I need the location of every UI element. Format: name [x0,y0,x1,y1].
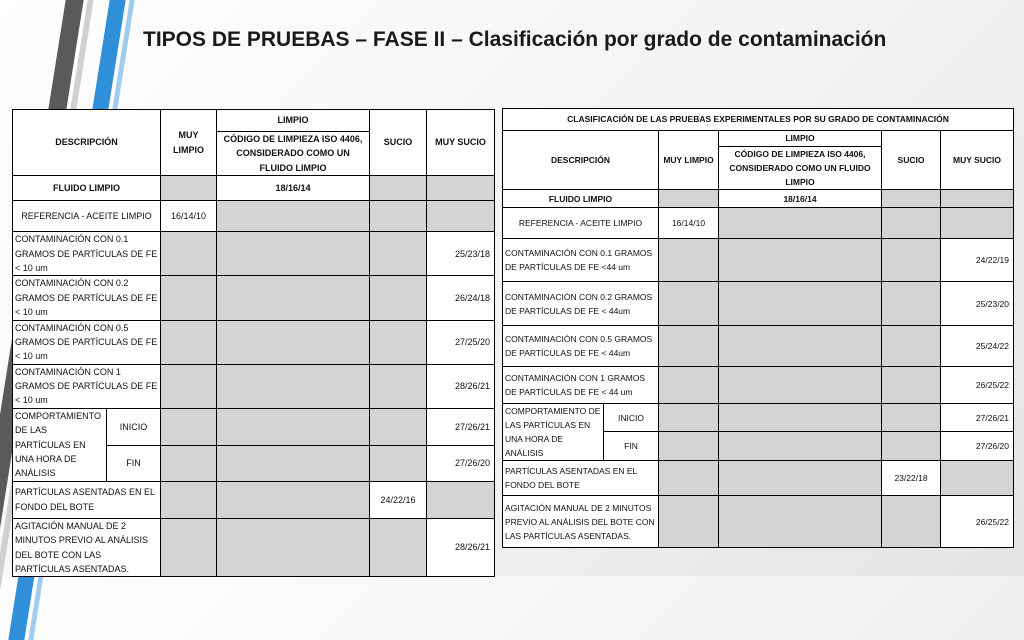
empty-gray-cell [719,367,882,404]
empty-gray-cell [370,232,427,276]
empty-gray-cell [882,190,941,208]
table-row-label: CONTAMINACIÓN CON 0.2 GRAMOS DE PARTÍCULAS DE FE < 44um [503,282,659,326]
table-row-value: 25/24/22 [941,326,1014,367]
empty-gray-cell [370,518,427,577]
empty-gray-cell [719,239,882,282]
asentadas-label: PARTÍCULAS ASENTADAS EN EL FONDO DEL BOTE [13,481,161,518]
agitacion-label: AGITACIÓN MANUAL DE 2 MINUTOS PREVIO AL ANÁLISIS DEL BOTE CON LAS PARTÍCULAS ASENTADAS. [503,496,659,548]
empty-gray-cell [659,461,719,496]
empty-gray-cell [370,201,427,232]
empty-gray-cell [370,364,427,408]
fin-value: 27/26/20 [941,431,1014,460]
empty-gray-cell [882,239,941,282]
empty-gray-cell [659,282,719,326]
empty-gray-cell [719,282,882,326]
empty-gray-cell [161,518,217,577]
header-limpio: LIMPIO [217,110,370,132]
empty-gray-cell [427,176,495,201]
empty-gray-cell [217,481,370,518]
fluido-limpio-label: FLUIDO LIMPIO [503,190,659,208]
empty-gray-cell [719,208,882,239]
fluido-limpio-label: FLUIDO LIMPIO [13,176,161,201]
empty-gray-cell [882,496,941,548]
header-muy-limpio: MUY LIMPIO [161,110,217,176]
empty-gray-cell [882,208,941,239]
empty-gray-cell [882,404,941,432]
empty-gray-cell [161,232,217,276]
empty-gray-cell [217,445,370,481]
empty-gray-cell [882,326,941,367]
table-row-label: CONTAMINACIÓN CON 0.5 GRAMOS DE PARTÍCULAS DE FE < 10 um [13,320,161,364]
fin-label: FIN [604,431,659,460]
empty-gray-cell [161,176,217,201]
empty-gray-cell [659,496,719,548]
empty-gray-cell [370,408,427,445]
empty-gray-cell [217,320,370,364]
empty-gray-cell [161,320,217,364]
fluido-limpio-code: 18/16/14 [217,176,370,201]
header-muy-sucio: MUY SUCIO [427,110,495,176]
empty-gray-cell [882,367,941,404]
empty-gray-cell [161,481,217,518]
header-sucio: SUCIO [882,131,941,190]
empty-gray-cell [427,201,495,232]
empty-gray-cell [882,282,941,326]
inicio-value: 27/26/21 [941,404,1014,432]
asentadas-value: 23/22/18 [882,461,941,496]
table-row-value: 25/23/18 [427,232,495,276]
empty-gray-cell [370,176,427,201]
fluido-limpio-code: 18/16/14 [719,190,882,208]
empty-gray-cell [370,276,427,320]
fin-value: 27/26/20 [427,445,495,481]
empty-gray-cell [659,326,719,367]
empty-gray-cell [659,367,719,404]
header-description: DESCRIPCIÓN [13,110,161,176]
inicio-label: INICIO [107,408,161,445]
empty-gray-cell [161,364,217,408]
table-row-label: CONTAMINACIÓN CON 0.1 GRAMOS DE PARTÍCULAS DE FE <44 um [503,239,659,282]
table-row-label: CONTAMINACIÓN CON 0.1 GRAMOS DE PARTÍCULAS DE FE < 10 um [13,232,161,276]
empty-gray-cell [161,276,217,320]
empty-gray-cell [217,201,370,232]
table-row-label: CONTAMINACIÓN CON 0.2 GRAMOS DE PARTÍCULAS DE FE < 10 um [13,276,161,320]
empty-gray-cell [941,208,1014,239]
empty-gray-cell [427,481,495,518]
header-sucio: SUCIO [370,110,427,176]
fin-label: FIN [107,445,161,481]
empty-gray-cell [719,431,882,460]
empty-gray-cell [161,445,217,481]
empty-gray-cell [370,320,427,364]
empty-gray-cell [941,461,1014,496]
empty-gray-cell [370,445,427,481]
table-row-label: CONTAMINACIÓN CON 0.5 GRAMOS DE PARTÍCULAS DE FE < 44um [503,326,659,367]
empty-gray-cell [719,461,882,496]
empty-gray-cell [659,239,719,282]
empty-gray-cell [217,276,370,320]
left-classification-table [12,109,495,577]
asentadas-label: PARTÍCULAS ASENTADAS EN EL FONDO DEL BOTE [503,461,659,496]
inicio-value: 27/26/21 [427,408,495,445]
empty-gray-cell [719,326,882,367]
empty-gray-cell [941,190,1014,208]
referencia-label: REFERENCIA - ACEITE LIMPIO [503,208,659,239]
empty-gray-cell [659,190,719,208]
comportamiento-label: COMPORTAMIENTO DE LAS PARTÍCULAS EN UNA HORA DE ANÁLISIS [503,404,604,461]
comportamiento-label: COMPORTAMIENTO DE LAS PARTÍCULAS EN UNA HORA DE ANÁLISIS [13,408,107,481]
table-row-value: 27/25/20 [427,320,495,364]
empty-gray-cell [882,431,941,460]
header-limpio-subtitle: CÓDIGO DE LIMPIEZA ISO 4406, CONSIDERADO COMO UN FLUIDO LIMPIO [217,132,370,176]
empty-gray-cell [719,496,882,548]
right-classification-table [502,108,1014,548]
agitacion-value: 26/25/22 [941,496,1014,548]
agitacion-label: AGITACIÓN MANUAL DE 2 MINUTOS PREVIO AL ANÁLISIS DEL BOTE CON LAS PARTÍCULAS ASENTADAS. [13,518,161,577]
referencia-value: 16/14/10 [659,208,719,239]
empty-gray-cell [161,408,217,445]
table-row-value: 28/26/21 [427,364,495,408]
empty-gray-cell [217,364,370,408]
table-row-value: 26/25/22 [941,367,1014,404]
table-caption: CLASIFICACIÓN DE LAS PRUEBAS EXPERIMENTALES POR SU GRADO DE CONTAMINACIÓN [503,109,1014,131]
referencia-label: REFERENCIA - ACEITE LIMPIO [13,201,161,232]
table-row-value: 24/22/19 [941,239,1014,282]
table-row-label: CONTAMINACIÓN CON 1 GRAMOS DE PARTÍCULAS DE FE < 44 um [503,367,659,404]
table-row-value: 26/24/18 [427,276,495,320]
referencia-value: 16/14/10 [161,201,217,232]
header-limpio-subtitle: CÓDIGO DE LIMPIEZA ISO 4406, CONSIDERADO COMO UN FLUIDO LIMPIO [719,147,882,190]
header-limpio: LIMPIO [719,131,882,147]
empty-gray-cell [217,518,370,577]
table-row-value: 25/23/20 [941,282,1014,326]
empty-gray-cell [659,404,719,432]
table-row-label: CONTAMINACIÓN CON 1 GRAMOS DE PARTÍCULAS DE FE < 10 um [13,364,161,408]
asentadas-value: 24/22/16 [370,481,427,518]
empty-gray-cell [217,232,370,276]
header-muy-limpio: MUY LIMPIO [659,131,719,190]
agitacion-value: 28/26/21 [427,518,495,577]
empty-gray-cell [659,431,719,460]
inicio-label: INICIO [604,404,659,432]
slide-title: TIPOS DE PRUEBAS – FASE II – Clasificación por grado de contaminación [143,28,887,51]
header-muy-sucio: MUY SUCIO [941,131,1014,190]
header-description: DESCRIPCIÓN [503,131,659,190]
empty-gray-cell [719,404,882,432]
empty-gray-cell [217,408,370,445]
